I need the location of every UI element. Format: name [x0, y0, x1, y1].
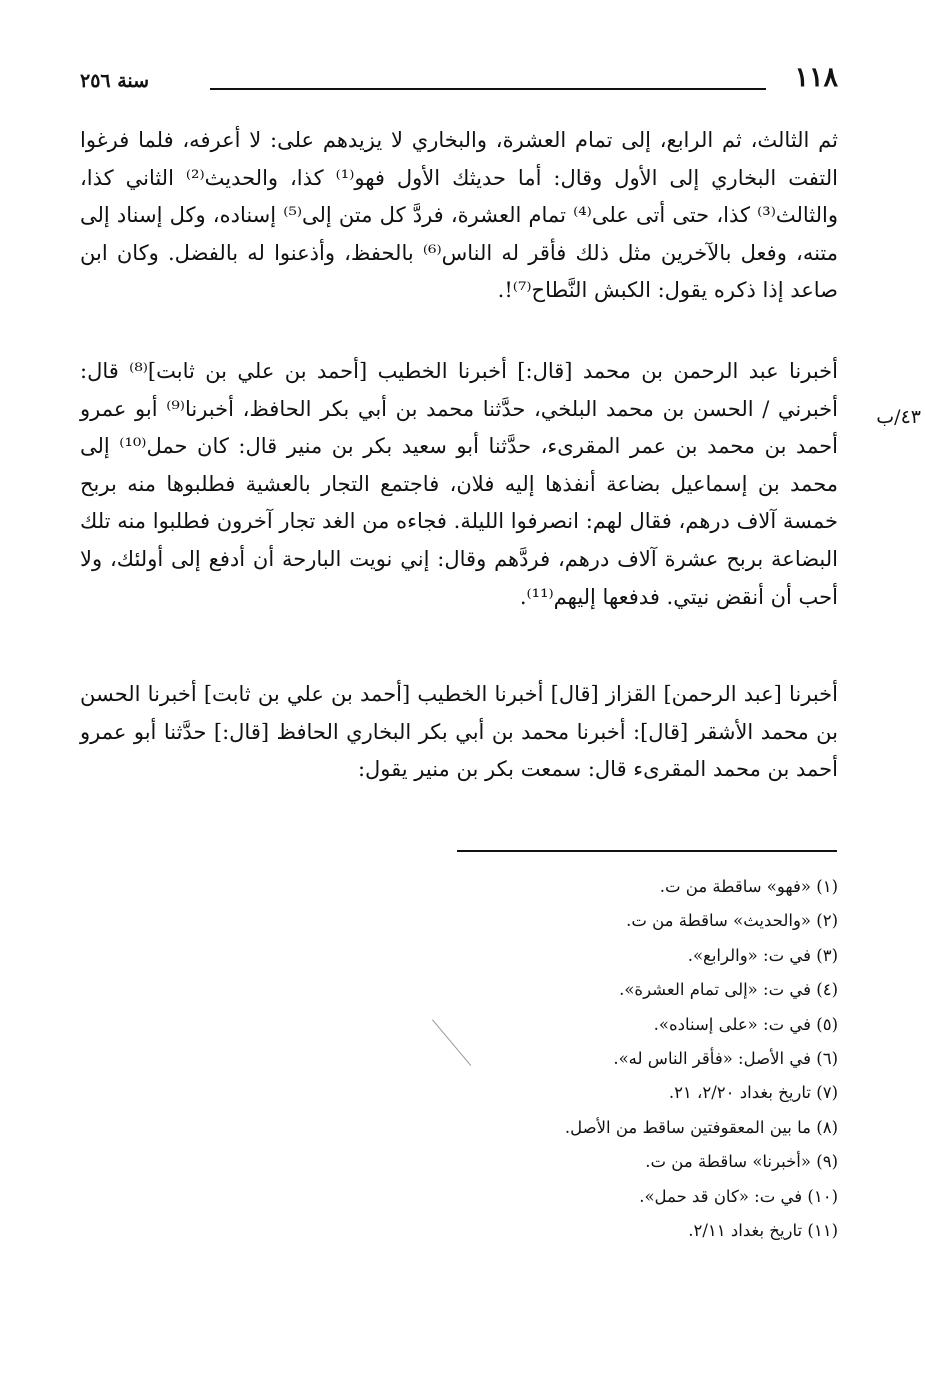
footnotes [300, 870, 838, 1248]
page-number: ١١٨ [794, 62, 838, 93]
body-paragraph-2: أخبرنا عبد الرحمن بن محمد [قال:] أخبرنا الخطيب [أحمد بن علي بن ثابت]⁽⁸⁾ قال: أخبرني / الحسن بن محمد البلخي، حدَّثنا محمد بن أبي بكر الحافظ، أخبرنا⁽⁹⁾ أبو عمرو أحمد بن محمد بن عمر المقرىء، حدَّثنا أبو سعيد بكر بن منير قال: كان حمل⁽¹⁰⁾ إلى محمد بن إسماعيل بضاعة أنفذها إليه فلان، فاجتمع التجار بالعشية فطلبوها منه بربح خمسة آلاف درهم، فقال لهم: انصرفوا الليلة. فجاءه من الغد تجار آخرون فطلبوا منه تلك البضاعة بربح عشرة آلاف درهم، فردَّهم وقال: إني نويت البارحة أن أدفع إلى أولئك، ولا أحب أن أنقض نيتي. فدفعها إليهم⁽¹¹⁾. [80, 359, 838, 609]
running-head-year: سنة ٢٥٦ [80, 70, 150, 92]
body-paragraph-1: ثم الثالث، ثم الرابع، إلى تمام العشرة، والبخاري لا يزيدهم على: لا أعرفه، فلما فرغوا التفت البخاري إلى الأول وقال: أما حديثك الأول فهو⁽¹⁾ كذا، والحديث⁽²⁾ الثاني كذا، والثالث⁽³⁾ كذا، حتى أتى على⁽⁴⁾ تمام العشرة، فردَّ كل متن إلى⁽⁵⁾ إسناده، وكل إسناد إلى متنه، وفعل بالآخرين مثل ذلك فأقر له الناس⁽⁶⁾ بالحفظ، وأذعنوا له بالفضل. وكان ابن صاعد إذا ذكره يقول: الكبش النَّطاح⁽⁷⁾!. [80, 128, 839, 303]
footnote-item: (١١) تاريخ بغداد ٢/١١. [688, 1221, 838, 1241]
manuscript-folio-note: ٤٣/ب [876, 406, 921, 428]
footnote-item: (١) «فهو» ساقطة من ت. [659, 877, 838, 896]
footnote-rule [457, 850, 837, 852]
footnote-item: (٣) في ت: «والرابع». [687, 945, 838, 965]
footnote-item: (٦) في الأصل: «فأقر الناس له». [613, 1049, 838, 1069]
header-rule [210, 88, 766, 90]
footnote-item: (٤) في ت: «إلى تمام العشرة». [619, 980, 838, 1000]
footnote-item: (٨) ما بين المعقوفتين ساقط من الأصل. [564, 1117, 838, 1137]
footnote-item: (٢) «والحديث» ساقطة من ت. [626, 911, 838, 931]
footnote-item: (٧) تاريخ بغداد ٢/٢٠، ٢١. [668, 1083, 838, 1103]
footnote-item: (٩) «أخبرنا» ساقطة من ت. [645, 1152, 838, 1172]
footnote-item: (١٠) في ت: «كان قد حمل». [639, 1186, 838, 1206]
footnote-item: (٥) في ت: «على إسناده». [653, 1014, 838, 1034]
page-header [80, 58, 838, 98]
body-paragraph-3: أخبرنا [عبد الرحمن] القزاز [قال] أخبرنا الخطيب [أحمد بن علي بن ثابت] أخبرنا الحسن بن محمد الأشقر [قال]: أخبرنا محمد بن أبي بكر البخاري الحافظ [قال:] حدَّثنا أبو عمرو أحمد بن محمد المقرىء قال: سمعت بكر بن منير يقول: [80, 682, 838, 782]
